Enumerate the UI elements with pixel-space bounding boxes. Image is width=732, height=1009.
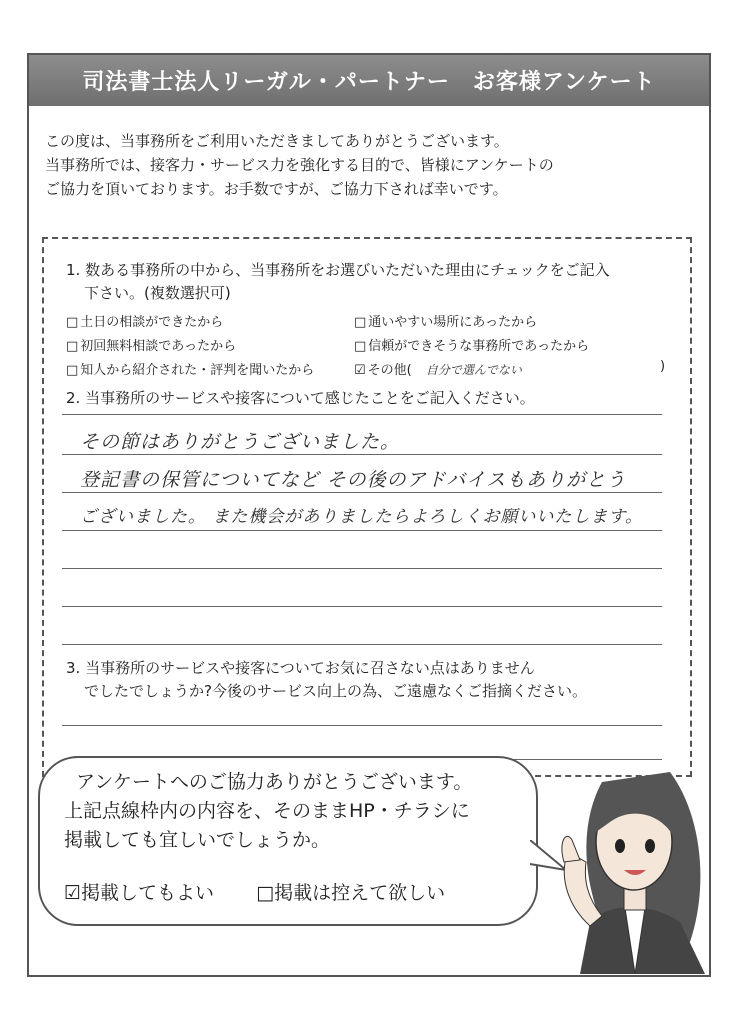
speech-bubble bbox=[38, 756, 538, 926]
answer-line bbox=[62, 530, 662, 531]
intro-line-3: ご協力を頂いております。お手数ですが、ご協力下されば幸いです。 bbox=[45, 180, 508, 198]
checkbox-trust[interactable]: □ bbox=[354, 339, 367, 354]
publish-no-checkbox[interactable]: □ bbox=[256, 882, 275, 904]
handwritten-answer-3: ございました。 また機会がありましたらよろしくお願いいたします。 bbox=[80, 507, 644, 527]
question-3-line-1: 3. 当事務所のサービスや接客についてお気に召さない点はありません bbox=[66, 659, 535, 677]
publish-no-option[interactable]: □掲載は控えて欲しい bbox=[256, 882, 446, 904]
bubble-line-2: 上記点線枠内の内容を、そのままHP・チラシに bbox=[64, 800, 470, 822]
intro-line-2: 当事務所では、接客力・サービス力を強化する目的で、皆様にアンケートの bbox=[45, 156, 554, 174]
question-1-line-1: 1. 数ある事務所の中から、当事務所をお選びいただいた理由にチェックをご記入 bbox=[66, 261, 610, 279]
question-1-line-2: 下さい。(複数選択可) bbox=[84, 284, 231, 302]
answer-line bbox=[62, 606, 662, 607]
question-3 bbox=[66, 657, 587, 703]
checkbox-weekend[interactable]: □ bbox=[66, 315, 79, 330]
publish-ok-option[interactable]: ☑掲載してもよい bbox=[64, 882, 215, 904]
answer-line bbox=[62, 492, 662, 493]
bubble-line-3: 掲載しても宜しいでしょうか。 bbox=[64, 829, 331, 851]
publish-ok-checkbox[interactable]: ☑ bbox=[64, 882, 82, 904]
staff-illustration-icon bbox=[540, 712, 710, 974]
answer-line bbox=[62, 568, 662, 569]
option-free-consult[interactable]: □ 初回無料相談であったから bbox=[66, 339, 237, 354]
survey-title: 司法書士法人リーガル・パートナー お客様アンケート bbox=[29, 55, 709, 106]
option-trust[interactable]: □ 信頼ができそうな事務所であったから bbox=[354, 339, 590, 354]
answer-line bbox=[62, 454, 662, 455]
question-1 bbox=[66, 259, 696, 305]
option-other[interactable]: ☑ その他( 自分で選んでない ) bbox=[354, 359, 666, 378]
publish-options bbox=[64, 878, 445, 905]
option-location[interactable]: □ 通いやすい場所にあったから bbox=[354, 315, 538, 330]
handwritten-answer-1: その節はありがとうございました。 bbox=[80, 431, 401, 453]
other-close-paren: ) bbox=[660, 359, 666, 374]
checkbox-free-consult[interactable]: □ bbox=[66, 339, 79, 354]
checkbox-referral[interactable]: □ bbox=[66, 363, 79, 378]
dashed-answer-box bbox=[42, 237, 692, 777]
bubble-line-1: アンケートへのご協力ありがとうございます。 bbox=[76, 771, 473, 793]
option-referral[interactable]: □ 知人から紹介された・評判を聞いたから bbox=[66, 363, 315, 378]
other-handwritten: 自分で選んでない bbox=[425, 363, 522, 377]
intro-line-1: この度は、当事務所をご利用いただきましてありがとうございます。 bbox=[45, 132, 509, 150]
question-2: 2. 当事務所のサービスや接客について感じたことをご記入ください。 bbox=[66, 389, 535, 407]
intro-text bbox=[45, 129, 685, 201]
checkbox-other[interactable]: ☑ bbox=[354, 363, 366, 378]
handwritten-answer-2: 登記書の保管についてなど その後のアドバイスもありがとう bbox=[80, 469, 627, 491]
bubble-text bbox=[64, 768, 472, 855]
answer-line bbox=[62, 644, 662, 645]
question-3-line-2: でしたでしょうか?今後のサービス向上の為、ご遠慮なくご指摘ください。 bbox=[84, 682, 587, 700]
answer-line bbox=[62, 414, 662, 415]
checkbox-location[interactable]: □ bbox=[354, 315, 367, 330]
option-weekend[interactable]: □ 土日の相談ができたから bbox=[66, 315, 224, 330]
